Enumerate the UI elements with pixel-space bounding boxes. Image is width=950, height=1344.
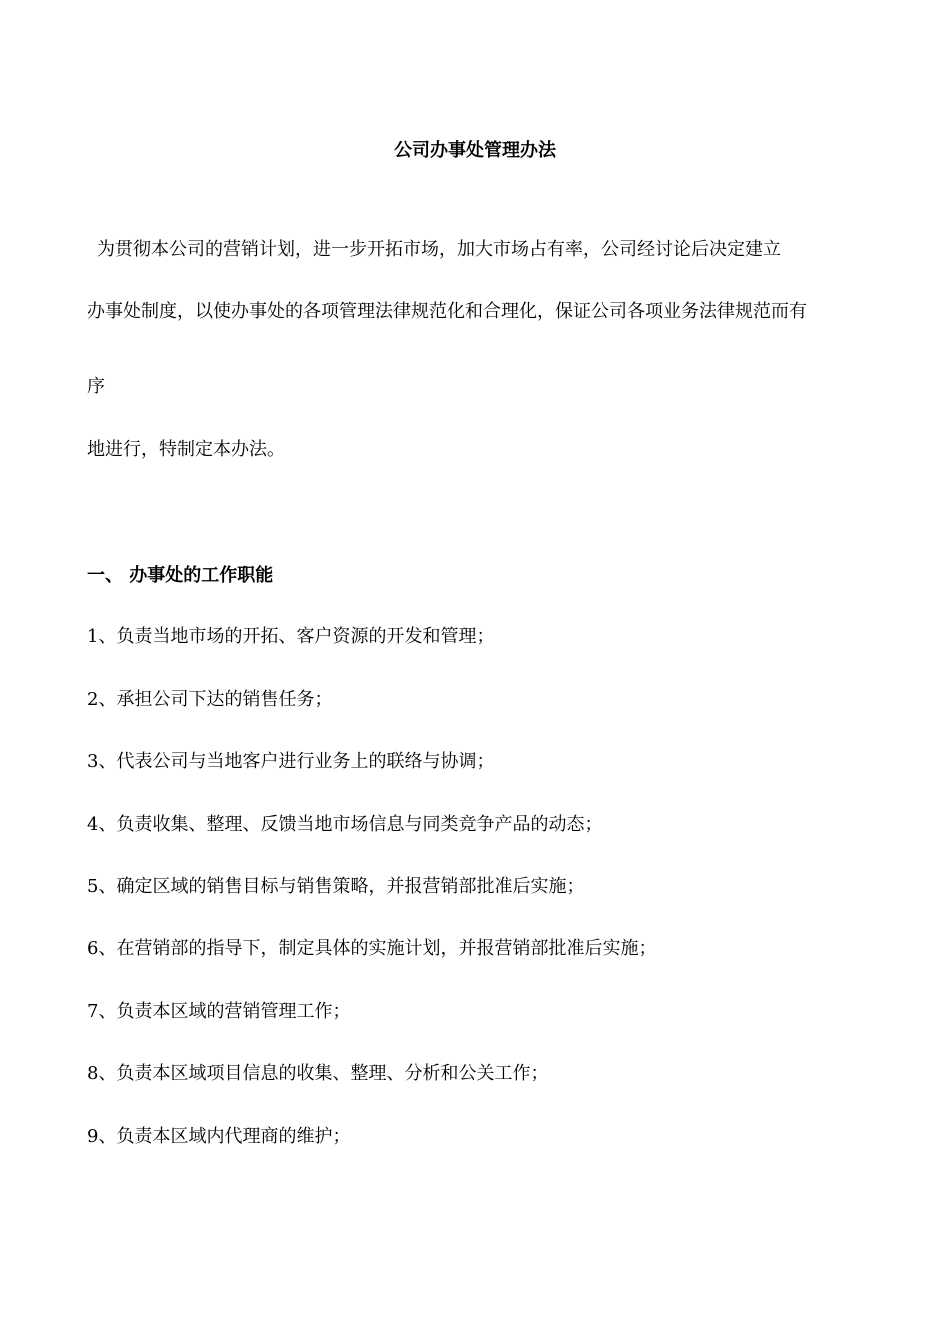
document-title: 公司办事处管理办法 xyxy=(394,140,556,161)
list-item: 9、负责本区域内代理商的维护； xyxy=(87,1126,351,1147)
list-item: 1、负责当地市场的开拓、客户资源的开发和管理； xyxy=(87,626,495,647)
list-item: 7、负责本区域的营销管理工作； xyxy=(87,1001,351,1022)
list-item: 3、代表公司与当地客户进行业务上的联络与协调； xyxy=(87,751,495,772)
intro-line-2: 办事处制度，以使办事处的各项管理法律规范化和合理化，保证公司各项业务法律规范而有 xyxy=(87,301,807,322)
list-item: 6、在营销部的指导下，制定具体的实施计划，并报营销部批准后实施； xyxy=(87,938,657,959)
intro-line-1: 为贯彻本公司的营销计划，进一步开拓市场，加大市场占有率，公司经讨论后决定建立 xyxy=(97,239,781,260)
intro-line-4: 地进行，特制定本办法。 xyxy=(87,439,285,460)
list-item: 2、承担公司下达的销售任务； xyxy=(87,689,333,710)
list-item: 8、负责本区域项目信息的收集、整理、分析和公关工作； xyxy=(87,1063,549,1084)
list-item: 4、负责收集、整理、反馈当地市场信息与同类竞争产品的动态； xyxy=(87,814,603,835)
intro-line-3: 序 xyxy=(87,376,105,397)
list-item: 5、确定区域的销售目标与销售策略，并报营销部批准后实施； xyxy=(87,876,585,897)
section-heading: 一、 办事处的工作职能 xyxy=(87,565,274,586)
